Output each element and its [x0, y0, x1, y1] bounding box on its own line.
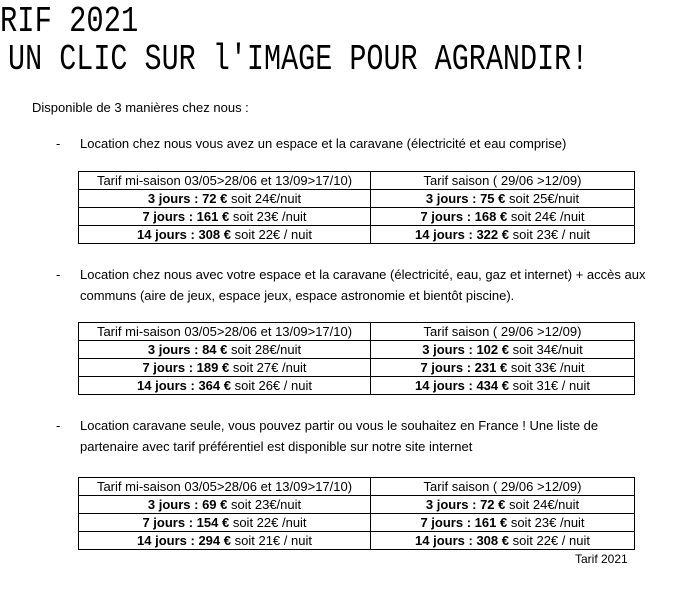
table-header-row	[79, 323, 635, 341]
rate-detail: soit 22€ /nuit	[232, 515, 307, 530]
offer-description: Location chez nous vous avez un espace et la caravane (électricité et eau comprise)	[80, 136, 567, 151]
column-header-mid-season: Tarif mi-saison 03/05>28/06 et 13/09>17/10)	[79, 478, 371, 496]
rate-cell	[371, 359, 635, 377]
rate-cell	[79, 341, 371, 359]
page-title: RIF 2021	[0, 1, 139, 42]
rate-cell	[371, 496, 635, 514]
table-row	[79, 377, 635, 395]
column-header-season: Tarif saison ( 29/06 >12/09)	[371, 478, 635, 496]
rate-cell	[79, 496, 371, 514]
table-row	[79, 190, 635, 208]
rate-table-3	[78, 477, 635, 550]
rate-detail: soit 24€/nuit	[509, 497, 580, 512]
rate-detail: soit 28€/nuit	[231, 342, 302, 357]
rate-duration: 14 jours :	[415, 378, 473, 393]
rate-duration: 3 jours :	[147, 191, 199, 206]
rate-price: 161 €	[474, 515, 508, 530]
rate-duration: 3 jours :	[425, 497, 477, 512]
rate-price: 294 €	[198, 533, 231, 548]
rate-detail: soit 31€ / nuit	[512, 378, 590, 393]
rate-table-2	[78, 322, 635, 395]
rate-price: 72 €	[202, 191, 228, 206]
bullet: -	[56, 136, 61, 151]
offer-item-3	[56, 415, 646, 457]
rate-detail: soit 26€ / nuit	[234, 378, 312, 393]
rate-detail: soit 33€ /nuit	[510, 360, 585, 375]
bullet: -	[56, 418, 61, 433]
column-header-season: Tarif saison ( 29/06 >12/09)	[371, 172, 635, 190]
rate-duration: 14 jours :	[137, 227, 195, 242]
rate-duration: 3 jours :	[147, 342, 199, 357]
rate-price: 308 €	[476, 533, 509, 548]
column-header-mid-season: Tarif mi-saison 03/05>28/06 et 13/09>17/10)	[79, 323, 371, 341]
rate-cell	[79, 208, 371, 226]
rate-duration: 14 jours :	[415, 533, 473, 548]
rate-price: 231 €	[474, 360, 508, 375]
table-header-row	[79, 478, 635, 496]
rate-detail: soit 24€/nuit	[231, 191, 302, 206]
offer-description: Location chez nous avec votre espace et la caravane (électricité, eau, gaz et internet) + accès aux communs (aire de jeux, espace jeux, espace astronomie et bientôt piscine).	[80, 267, 646, 303]
rate-duration: 14 jours :	[137, 378, 195, 393]
rate-price: 322 €	[476, 227, 509, 242]
rate-detail: soit 22€ / nuit	[234, 227, 312, 242]
rate-cell	[371, 377, 635, 395]
rate-price: 161 €	[196, 209, 230, 224]
rate-price: 189 €	[196, 360, 230, 375]
rate-detail: soit 24€ /nuit	[510, 209, 585, 224]
rate-price: 84 €	[202, 342, 228, 357]
rate-duration: 7 jours :	[420, 515, 472, 530]
rate-price: 72 €	[480, 497, 506, 512]
table-row	[79, 341, 635, 359]
rate-price: 69 €	[202, 497, 228, 512]
footer-note: Tarif 2021	[575, 552, 628, 566]
rate-duration: 7 jours :	[420, 209, 472, 224]
rate-cell	[79, 532, 371, 550]
table-row	[79, 359, 635, 377]
rate-cell	[79, 190, 371, 208]
rate-detail: soit 23€ /nuit	[232, 209, 307, 224]
rate-price: 154 €	[196, 515, 230, 530]
rate-cell	[371, 341, 635, 359]
rate-cell	[79, 377, 371, 395]
rate-price: 364 €	[198, 378, 231, 393]
offer-item-2	[56, 264, 646, 306]
table-header-row	[79, 172, 635, 190]
rate-cell	[371, 190, 635, 208]
rate-duration: 3 jours :	[422, 342, 473, 357]
rate-price: 434 €	[476, 378, 509, 393]
rate-cell	[371, 208, 635, 226]
rate-duration: 3 jours :	[425, 191, 477, 206]
rate-duration: 7 jours :	[142, 360, 194, 375]
column-header-season: Tarif saison ( 29/06 >12/09)	[371, 323, 635, 341]
rate-detail: soit 23€ / nuit	[512, 227, 590, 242]
table-row	[79, 226, 635, 244]
rate-detail: soit 27€ /nuit	[232, 360, 307, 375]
offer-item-1	[56, 133, 646, 154]
column-header-mid-season: Tarif mi-saison 03/05>28/06 et 13/09>17/10)	[79, 172, 371, 190]
table-row	[79, 532, 635, 550]
rate-duration: 14 jours :	[137, 533, 195, 548]
table-row	[79, 208, 635, 226]
table-row	[79, 496, 635, 514]
intro-text: Disponible de 3 manières chez nous :	[32, 100, 249, 115]
rate-table-1	[78, 171, 635, 244]
rate-cell	[79, 226, 371, 244]
rate-cell	[371, 532, 635, 550]
rate-detail: soit 21€ / nuit	[234, 533, 312, 548]
rate-duration: 14 jours :	[415, 227, 473, 242]
rate-cell	[371, 514, 635, 532]
rate-detail: soit 23€/nuit	[231, 497, 302, 512]
offer-description: Location caravane seule, vous pouvez partir ou vous le souhaitez en France ! Une liste de partenaire avec tarif préférentiel est disponible sur notre site internet	[80, 418, 599, 454]
rate-duration: 7 jours :	[420, 360, 472, 375]
rate-price: 75 €	[480, 191, 506, 206]
rate-price: 102 €	[476, 342, 509, 357]
rate-detail: soit 23€ /nuit	[510, 515, 585, 530]
rate-duration: 3 jours :	[147, 497, 199, 512]
rate-detail: soit 22€ / nuit	[512, 533, 590, 548]
rate-cell	[371, 226, 635, 244]
rate-detail: soit 34€/nuit	[512, 342, 583, 357]
rate-cell	[79, 359, 371, 377]
rate-duration: 7 jours :	[142, 515, 194, 530]
rate-detail: soit 25€/nuit	[509, 191, 580, 206]
bullet: -	[56, 267, 61, 282]
table-row	[79, 514, 635, 532]
rate-cell	[79, 514, 371, 532]
rate-price: 308 €	[198, 227, 231, 242]
enlarge-hint: UN CLIC SUR l'IMAGE POUR AGRANDIR!	[8, 39, 589, 80]
rate-price: 168 €	[474, 209, 508, 224]
rate-duration: 7 jours :	[142, 209, 194, 224]
